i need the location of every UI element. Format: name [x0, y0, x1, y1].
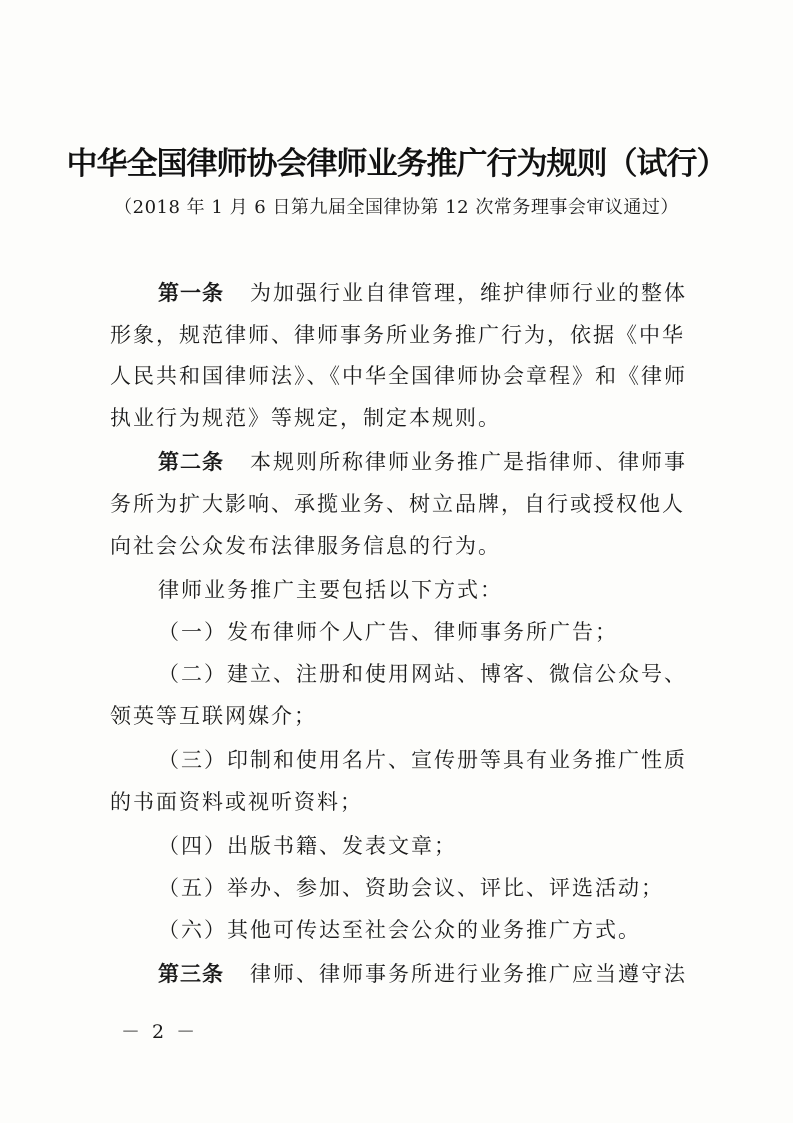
article-3-heading: 第三条: [158, 962, 224, 986]
article-text: 为加强行业自律管理，维护律师行业的整体: [250, 281, 687, 305]
method-6: （六）其他可传达至社会公众的业务推广方式。: [158, 918, 641, 942]
article-3-line-1: [158, 959, 687, 989]
article-text: 本规则所称律师业务推广是指律师、律师事: [250, 450, 687, 474]
article-1-heading: 第一条: [158, 281, 224, 305]
article-1-line-3: 人民共和国律师法》、《中华全国律师协会章程》和《律师: [110, 364, 687, 388]
method-2-line-2: 领英等互联网媒介；: [110, 704, 317, 728]
method-5: （五）举办、参加、资助会议、评比、评选活动；: [158, 876, 664, 900]
page-number: － 2 －: [121, 1021, 199, 1043]
method-2-line-1: （二）建立、注册和使用网站、博客、微信公众号、: [158, 662, 687, 686]
method-3-line-2: 的书面资料或视听资料；: [110, 790, 363, 814]
article-1-line-2: 形象，规范律师、律师事务所业务推广行为，依据《中华: [110, 323, 685, 347]
document-subtitle: （2018 年 1 月 6 日第九届全国律协第 12 次常务理事会审议通过）: [114, 197, 679, 218]
article-2-line-3: 向社会公众发布法律服务信息的行为。: [110, 534, 501, 558]
methods-intro: 律师业务推广主要包括以下方式：: [158, 578, 503, 602]
method-4: （四）出版书籍、发表文章；: [158, 834, 457, 858]
method-3-line-1: （三）印制和使用名片、宣传册等具有业务推广性质: [158, 748, 687, 772]
article-2-line-1: [158, 447, 687, 477]
method-1: （一）发布律师个人广告、律师事务所广告；: [158, 620, 618, 644]
article-2-heading: 第二条: [158, 450, 224, 474]
article-1-line-4: 执业行为规范》等规定，制定本规则。: [110, 406, 501, 430]
article-text: 律师、律师事务所进行业务推广应当遵守法: [250, 962, 687, 986]
document-title: 中华全国律师协会律师业务推广行为规则（试行）: [66, 146, 727, 182]
article-1-line-1: [158, 278, 687, 308]
article-2-line-2: 务所为扩大影响、承揽业务、树立品牌，自行或授权他人: [110, 492, 685, 516]
